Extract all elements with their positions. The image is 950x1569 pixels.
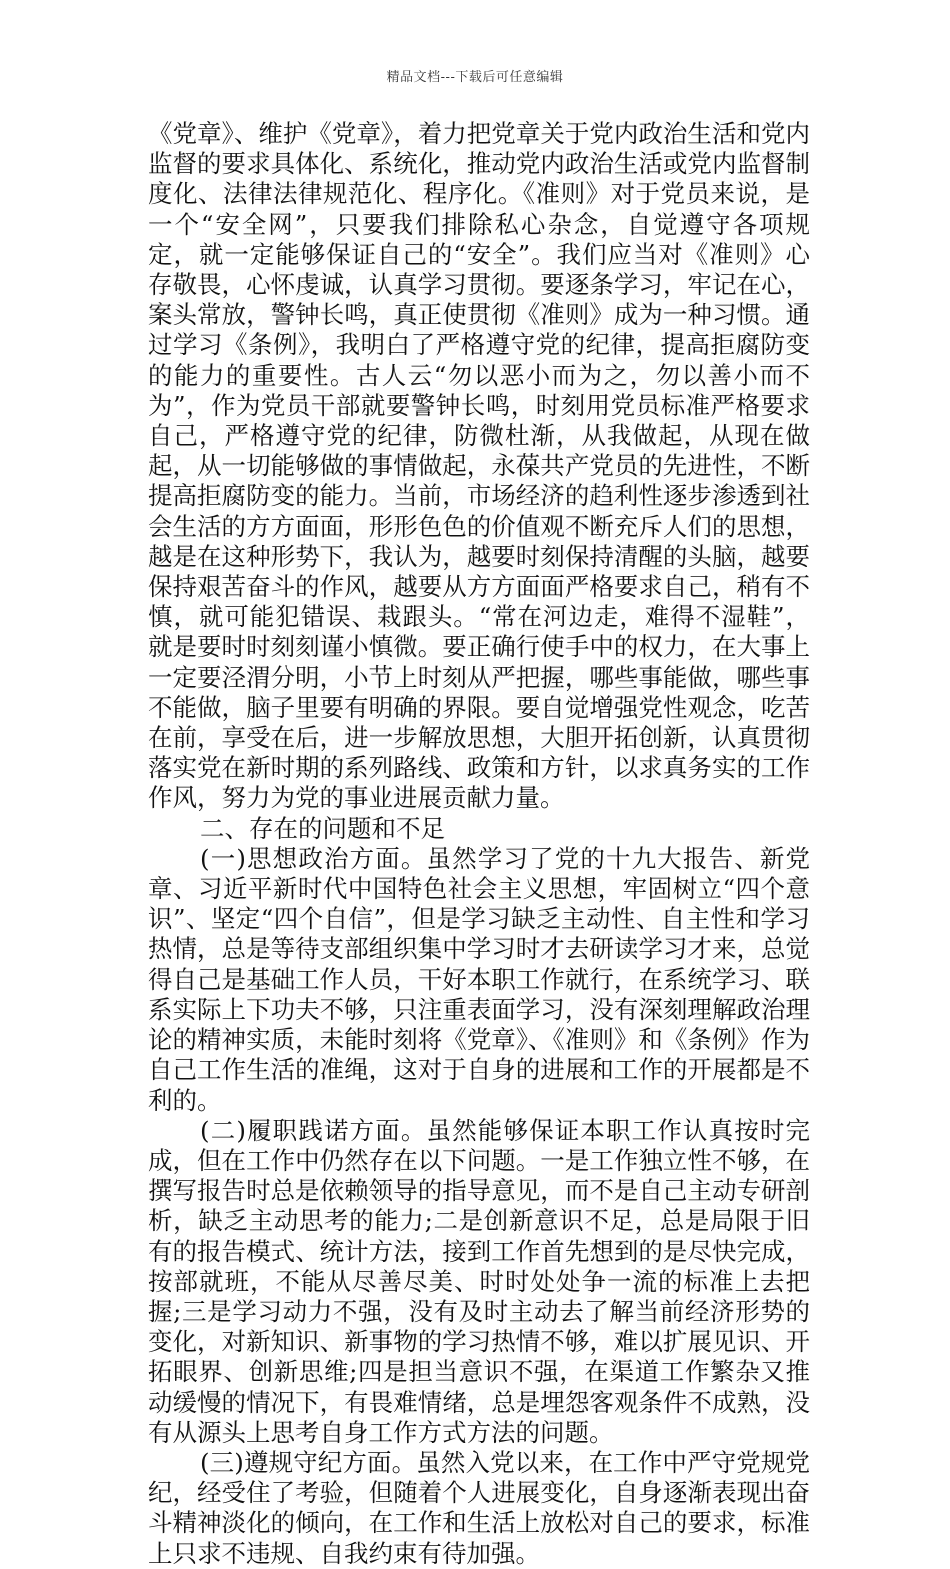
section-heading: 二、存在的问题和不足 — [200, 813, 445, 843]
paragraph-discipline: (三)遵规守纪方面。虽然入党以来，在工作中严守党规党纪，经受住了考验，但随着个人进展变化，自身逐渐表现出奋斗精神淡化的倾向，在工作和生活上放松对自己的要求，标准上只求不违规、自我约束有待加强。 — [148, 1447, 810, 1568]
paragraph-ideology: (一)思想政治方面。虽然学习了党的十九大报告、新党章、习近平新时代中国特色社会主义思想，牢固树立“四个意识”、坚定“四个自信”，但是学习缺乏主动性、自主性和学习热情，总是等待支部组织集中学习时才去研读学习才来，总觉得自己是基础工作人员，干好本职工作就行，在系统学习、联系实际上下功夫不够，只注重表面学习，没有深刻理解政治理论的精神实质，未能时刻将《党章》、《准则》和《条例》作为自己工作生活的准绳，这对于自身的进展和工作的开展都是不利的。 — [148, 843, 810, 1115]
page-header: 精品文档---下载后可任意编辑 — [386, 70, 564, 85]
paragraph-continuation: 《党章》、维护《党章》，着力把党章关于党内政治生活和党内监督的要求具体化、系统化，推动党内政治生活或党内监督制度化、法律法律规范化、程序化。《准则》对于党员来说，是一个“安全网”，只要我们排除私心杂念，自觉遵守各项规定，就一定能够保证自己的“安全”。我们应当对《准则》心存敬畏，心怀虔诚，认真学习贯彻。要逐条学习，牢记在心，案头常放，警钟长鸣，真正使贯彻《准则》成为一种习惯。通过学习《条例》，我明白了严格遵守党的纪律，提高拒腐防变的能力的重要性。古人云“勿以恶小而为之，勿以善小而不为”，作为党员干部就要警钟长鸣，时刻用党员标准严格要求自己，严格遵守党的纪律，防微杜渐，从我做起，从现在做起，从一切能够做的事情做起，永葆共产党员的先进性，不断提高拒腐防变的能力。当前，市场经济的趋利性逐步渗透到社会生活的方方面面，形形色色的价值观不断充斥人们的思想，越是在这种形势下，我认为，越要时刻保持清醒的头脑，越要保持艰苦奋斗的作风，越要从方方面面严格要求自己，稍有不慎，就可能犯错误、栽跟头。“常在河边走，难得不湿鞋”，就是要时时刻刻谨小慎微。要正确行使手中的权力，在大事上一定要泾渭分明，小节上时刻从严把握，哪些事能做，哪些事不能做，脑子里要有明确的界限。要自觉增强党性观念，吃苦在前，享受在后，进一步解放思想，大胆开拓创新，认真贯彻落实党在新时期的系列路线、政策和方针，以求真务实的工作作风，努力为党的事业进展贡献力量。 — [148, 119, 810, 813]
document-body — [148, 119, 810, 1569]
paragraph-duties: (二)履职践诺方面。虽然能够保证本职工作认真按时完成，但在工作中仍然存在以下问题。一是工作独立性不够，在撰写报告时总是依赖领导的指导意见，而不是自己主动专研剖析，缺乏主动思考的能力;二是创新意识不足，总是局限于旧有的报告模式、统计方法，接到工作首先想到的是尽快完成，按部就班，不能从尽善尽美、时时处处争一流的标准上去把握;三是学习动力不强，没有及时主动去了解当前经济形势的变化，对新知识、新事物的学习热情不够，难以扩展见识、开拓眼界、创新思维;四是担当意识不强，在渠道工作繁杂又推动缓慢的情况下，有畏难情绪，总是埋怨客观条件不成熟，没有从源头上思考自身工作方式方法的问题。 — [148, 1115, 810, 1447]
